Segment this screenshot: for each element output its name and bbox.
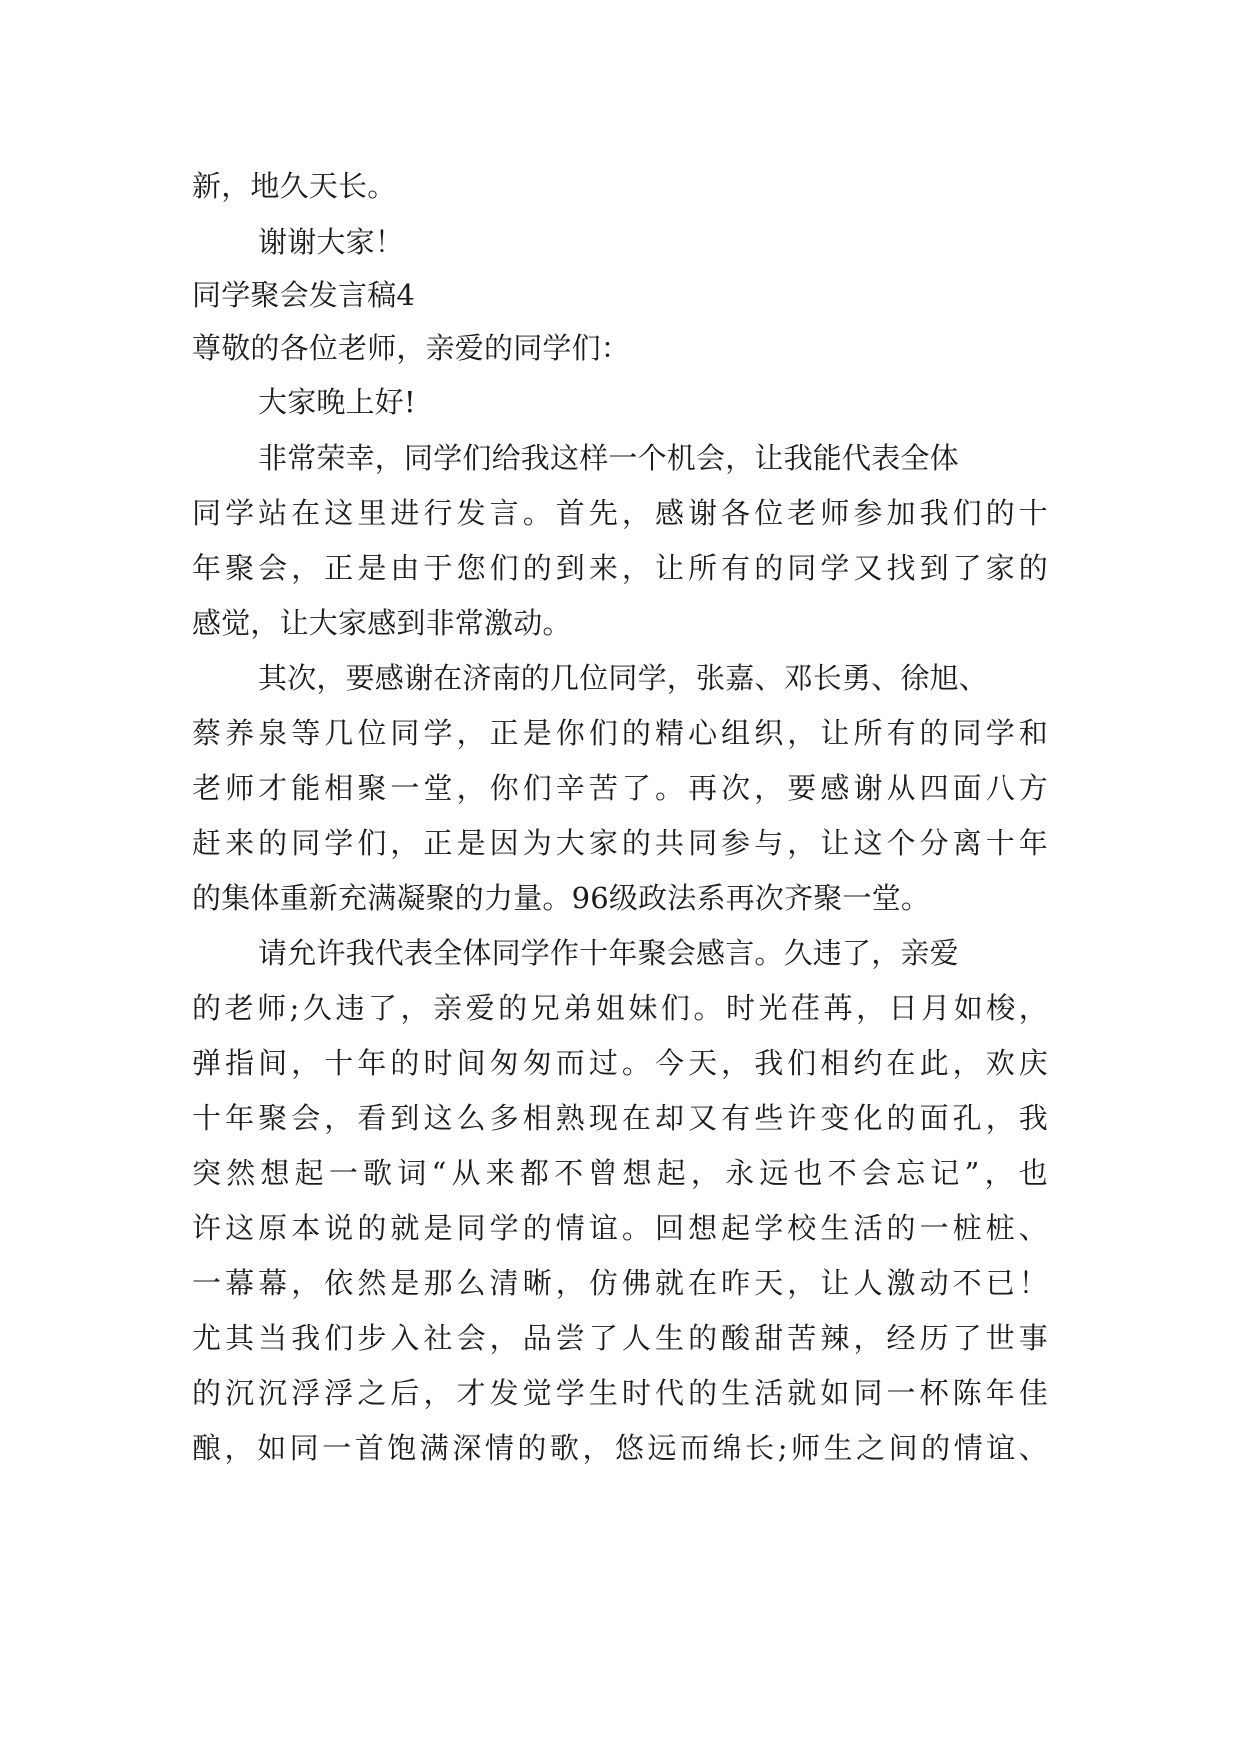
text-line: 的集体重新充满凝聚的力量。96级政法系再次齐聚一堂。 [192, 881, 931, 915]
text-line: 非常荣幸，同学们给我这样一个机会，让我能代表全体 [258, 441, 959, 475]
text-line: 谢谢大家！ [258, 225, 405, 259]
text-line: 老师才能相聚一堂，你们辛苦了。再次，要感谢从四面八方 [192, 771, 1048, 805]
text-line: 请允许我代表全体同学作十年聚会感言。久违了，亲爱 [258, 936, 959, 970]
text-line: 大家晚上好! [258, 385, 416, 419]
text-line: 同学站在这里进行发言。首先，感谢各位老师参加我们的十 [192, 496, 1048, 530]
text-line: 尤其当我们步入社会，品尝了人生的酸甜苦辣，经历了世事 [192, 1321, 1048, 1355]
text-line: 突然想起一歌词“从来都不曾想起，永远也不会忘记”，也 [192, 1156, 1048, 1190]
text-line: 赶来的同学们，正是因为大家的共同参与，让这个分离十年 [192, 826, 1048, 860]
text-line: 年聚会，正是由于您们的到来，让所有的同学又找到了家的 [192, 551, 1048, 585]
text-line: 一幕幕，依然是那么清晰，仿佛就在昨天，让人激动不已！ [192, 1266, 1048, 1300]
text-line: 的老师;久违了，亲爱的兄弟姐妹们。时光荏苒，日月如梭， [192, 991, 1048, 1025]
text-line: 蔡养泉等几位同学，正是你们的精心组织，让所有的同学和 [192, 716, 1048, 750]
document-heading: 同学聚会发言稿4 [192, 278, 416, 312]
text-line: 酿，如同一首饱满深情的歌，悠远而绵长;师生之间的情谊、 [192, 1431, 1048, 1465]
text-line: 许这原本说的就是同学的情谊。回想起学校生活的一桩桩、 [192, 1211, 1048, 1245]
text-line: 的沉沉浮浮之后，才发觉学生时代的生活就如同一杯陈年佳 [192, 1376, 1048, 1410]
text-line: 十年聚会，看到这么多相熟现在却又有些许变化的面孔，我 [192, 1101, 1048, 1135]
text-line: 新，地久天长。 [192, 169, 397, 203]
salutation: 尊敬的各位老师，亲爱的同学们： [192, 331, 631, 365]
text-line: 其次，要感谢在济南的几位同学，张嘉、邓长勇、徐旭、 [258, 661, 989, 695]
text-line: 弹指间，十年的时间匆匆而过。今天，我们相约在此，欢庆 [192, 1046, 1048, 1080]
text-line: 感觉，让大家感到非常激动。 [192, 606, 572, 640]
